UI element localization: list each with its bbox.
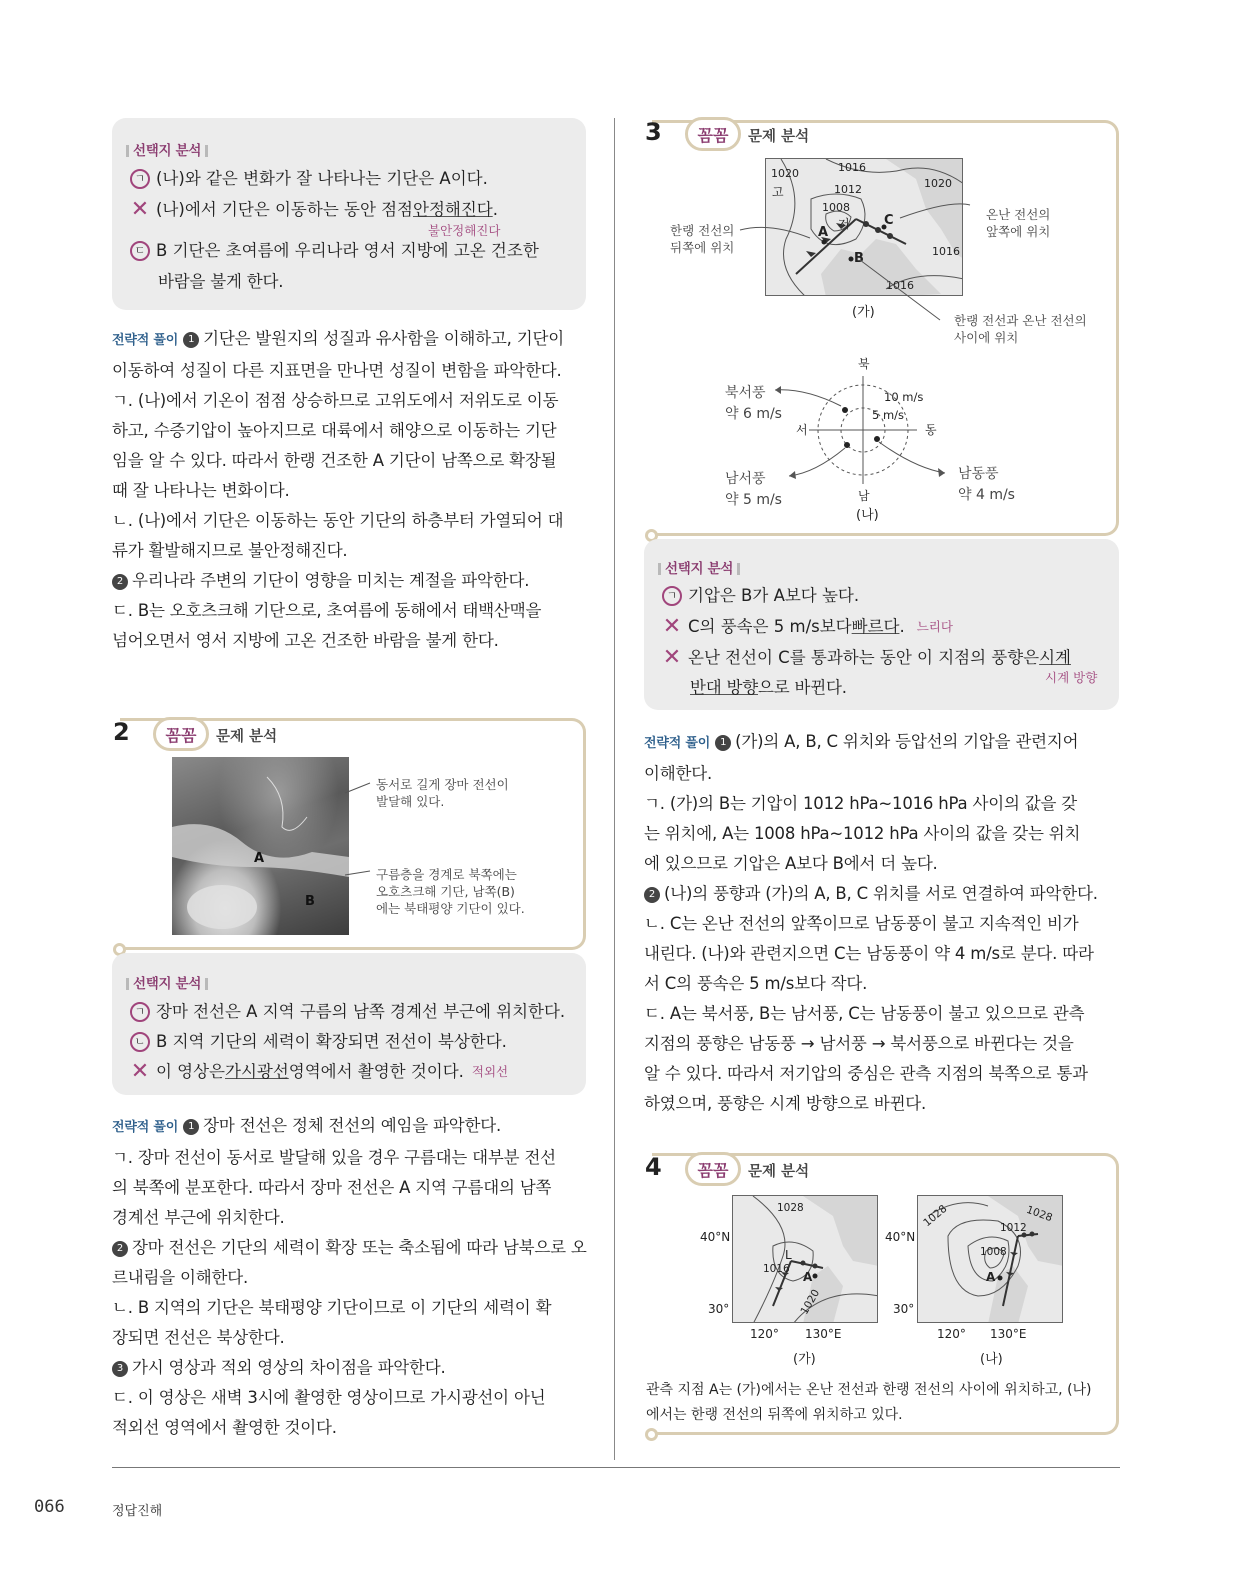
point-a-label: A <box>803 1270 813 1284</box>
lat-label: 40°N <box>700 1230 731 1244</box>
question-number: 2 <box>113 718 130 746</box>
choice-option-b: ✕ (나)에서 기단은 이동하는 동안 점점 안정해진다 . <box>130 197 498 222</box>
q2-note-2: 구름층을 경계로 북쪽에는 오호츠크해 기단, 남쪽(B) 에는 북태평양 기단이 있다. <box>376 867 525 916</box>
isobar-label: 1016 <box>932 245 960 258</box>
strategy-block-1: 전략적 풀이 1 기단은 발원지의 성질과 유사함을 이해하고, 기단이 이동하여 성질이 다른 지표면을 만나면 성질이 변함을 파악한다. ㄱ. (나)에서 기온이 점점 상승하므로 고위도에서 저위도로 이동 하고, 수증기압이 높아지므로 대륙에서 해양으로 이동하는 기단 임을 알 수 있다. 따라서 한랭 건조한 A 기단이 남쪽으로 확장될 때 잘 나타나는 변화이다. ㄴ. (나)에서 기단은 이동하는 동안 기단의 하층부터 가열되어 대 류가 활발해지므로 불안정해진다. 2 우리나라 주변의 기단이 영향을 미치는 계절을 파악한다. ㄷ. B는 오호츠크해 기단으로, 초여름에 동해에서 태백산맥을 넘어오면서 영서 지방에 고온 건조한 바람을 불게 한다. <box>112 329 564 650</box>
direction-west: 서 <box>796 423 808 437</box>
weather-map-q4-ga <box>732 1195 878 1323</box>
q2-note-1: 동서로 길게 장마 전선이 발달해 있다. <box>376 777 509 809</box>
point-a-label: A <box>818 225 829 240</box>
isobar-label: 1012 <box>1000 1222 1027 1234</box>
satellite-label-b: B <box>305 894 315 909</box>
kkomkkom-badge: 꼼꼼 <box>153 717 209 751</box>
correct-marker: ㄱ <box>130 169 150 189</box>
isobar-label: 1008 <box>822 201 850 214</box>
choice-option-b: ㄴ B 지역 기단의 세력이 확장되면 전선이 북상한다. <box>130 1027 507 1057</box>
correction-text: 불안정해진다 <box>428 223 501 238</box>
step-badge: 2 <box>112 574 128 590</box>
step-badge: 2 <box>112 1241 128 1257</box>
callout-lines-q3 <box>660 180 1120 380</box>
choice-analysis-title: 선택지 분석 <box>122 139 212 159</box>
wind-se-label: 남동풍 약 4 m/s <box>958 466 1015 503</box>
choice-option-c: ✕ 이 영상은 가시광선 영역에서 촬영한 것이다. 적외선 <box>130 1057 508 1087</box>
callout-lines-q2 <box>340 775 380 895</box>
step-badge: 1 <box>183 1119 199 1135</box>
isobar-label: 1028 <box>777 1202 804 1214</box>
choice-option-c: ✕ 온난 전선이 C를 통과하는 동안 이 지점의 풍향은 시계 <box>662 645 1071 670</box>
wrong-marker: ✕ <box>662 645 682 670</box>
strategy-block-3: 전략적 풀이 1 (가)의 A, B, C 위치와 등압선의 기압을 관련지어 이해한다. ㄱ. (가)의 B는 기압이 1012 hPa~1016 hPa 사이의 값을 갖 는 위치에, A는 1008 hPa~1012 hPa 사이의 값을 갖는 위치 에 있으므로 기압은 A보다 B에서 더 높다. 2 (나)의 풍향과 (가)의 A, B, C 위치를 서로 연결하여 파악한다. ㄴ. C는 온난 전선의 앞쪽이므로 남동풍이 불고 지속적인 비가 내린다. (나)와 관련지으면 C는 남동풍이 약 4 m/s로 분다. 따라 서 C의 풍속은 5 m/s보다 작다. ㄷ. A는 북서풍, B는 남서풍, C는 남동풍이 불고 있으므로 관측 지점의 풍향은 남동풍 → 남서풍 → 북서풍으로 바뀐다는 것을 알 수 있다. 따라서 저기압의 중심은 관측 지점의 북쪽으로 통과 하였으며, 풍향은 시계 방향으로 바뀐다. <box>644 732 1098 1113</box>
column-divider <box>614 118 615 1460</box>
high-pressure-label: 고 <box>772 185 784 199</box>
map-caption: (가) <box>793 1352 816 1367</box>
correction-text: 적외선 <box>471 1064 509 1079</box>
q3-note-bottom: 한랭 전선과 온난 전선의 사이에 위치 <box>954 313 1087 345</box>
isobar-label: 1012 <box>834 183 862 196</box>
map-caption: (나) <box>980 1352 1003 1367</box>
isobar-label: 1016 <box>763 1263 790 1275</box>
choice-option-c-line2: 바람을 불게 한다. <box>158 272 284 291</box>
strategy-block-2: 전략적 풀이 1 장마 전선은 정체 전선의 예임을 파악한다. ㄱ. 장마 전선이 동서로 발달해 있을 경우 구름대는 대부분 전선 의 북쪽에 분포한다. 따라서 장마 전선은 A 지역 구름대의 남쪽 경계선 부근에 위치한다. 2 장마 전선은 기단의 세력이 확장 또는 축소됨에 따라 남북으로 오 르내림을 이해한다. ㄴ. B 지역의 기단은 북태평양 기단이므로 이 기단의 세력이 확 장되면 전선은 북상한다. 3 가시 영상과 적외 영상의 차이점을 파악한다. ㄷ. 이 영상은 새벽 3시에 촬영한 영상이므로 가시광선이 아닌 적외선 영역에서 촬영한 것이다. <box>112 1116 587 1437</box>
question-number: 4 <box>645 1153 662 1181</box>
ring-outer-label: 10 m/s <box>884 390 924 404</box>
wrong-marker: ✕ <box>662 614 682 639</box>
map-caption: (가) <box>852 305 875 320</box>
isobar-label: 1028 <box>921 1202 950 1230</box>
kkomkkom-badge: 꼼꼼 <box>685 117 741 151</box>
direction-east: 동 <box>925 423 937 437</box>
choice-option-a: ㄱ (나)와 같은 변화가 잘 나타나는 기단은 A이다. <box>130 164 488 194</box>
satellite-label-a: A <box>254 851 265 866</box>
step-badge: 1 <box>715 735 731 751</box>
choice-option-a: ㄱ 장마 전선은 A 지역 구름의 남쪽 경계선 부근에 위치한다. <box>130 997 565 1027</box>
wrong-marker: ✕ <box>130 1059 150 1084</box>
wind-sw-label: 남서풍 약 5 m/s <box>725 471 782 508</box>
lon-label: 130°E <box>990 1327 1027 1341</box>
correct-marker: ㄱ <box>130 1002 150 1022</box>
step-badge: 1 <box>183 332 199 348</box>
correct-marker: ㄷ <box>130 241 150 261</box>
wrong-marker: ✕ <box>130 197 150 222</box>
isobar-label: 1020 <box>798 1287 823 1317</box>
isobar-label: 1028 <box>1024 1203 1054 1225</box>
step-badge: 2 <box>644 887 660 903</box>
low-pressure-label: 저 <box>838 217 850 231</box>
q3-note-right: 온난 전선의 앞쪽에 위치 <box>986 207 1051 239</box>
problem-analysis-label: 문제 분석 <box>748 129 810 145</box>
lon-label: 120° <box>750 1327 779 1341</box>
point-c-label: C <box>884 213 894 228</box>
low-pressure-label: L <box>785 1248 792 1262</box>
strategy-label: 전략적 풀이 <box>644 736 711 751</box>
page-number: 066 <box>34 1497 65 1517</box>
footer-label: 정답진해 <box>112 1504 163 1519</box>
isobar-label: 1020 <box>924 177 952 190</box>
satellite-image <box>172 757 349 935</box>
correct-marker: ㄴ <box>130 1032 150 1052</box>
lon-label: 120° <box>937 1327 966 1341</box>
strategy-label: 전략적 풀이 <box>112 1120 179 1135</box>
strategy-label: 전략적 풀이 <box>112 333 179 348</box>
ring-inner-label: 5 m/s <box>872 408 905 422</box>
direction-north: 북 <box>858 357 870 371</box>
lat-label: 40°N <box>885 1230 916 1244</box>
choice-option-c: ㄷ B 기단은 초여름에 우리나라 영서 지방에 고온 건조한 <box>130 236 539 266</box>
correction-text: 느리다 <box>916 619 953 634</box>
correction-text: 시계 방향 <box>1045 670 1098 685</box>
wind-nw-label: 북서풍 약 6 m/s <box>725 385 782 422</box>
point-a-label: A <box>986 1270 996 1284</box>
lon-label: 130°E <box>805 1327 842 1341</box>
wind-caption: (나) <box>856 508 879 523</box>
choice-analysis-title: 선택지 분석 <box>654 557 744 577</box>
point-b-label: B <box>854 251 864 266</box>
kkomkkom-badge: 꼼꼼 <box>685 1152 741 1186</box>
lat-label: 30° <box>893 1302 915 1316</box>
frame-dot <box>645 1428 658 1441</box>
direction-south: 남 <box>858 489 870 503</box>
isobar-label: 1016 <box>838 161 866 174</box>
q4-summary: 관측 지점 A는 (가)에서는 온난 전선과 한랭 전선의 사이에 위치하고, (나) 에서는 한랭 전선의 뒤쪽에 위치하고 있다. <box>646 1382 1092 1423</box>
lat-label: 30° <box>708 1302 730 1316</box>
choice-option-b: ✕ C의 풍속은 5 m/s보다 빠르다 . 느리다 <box>662 612 953 642</box>
footer-rule <box>112 1467 1120 1468</box>
problem-analysis-label: 문제 분석 <box>748 1164 810 1180</box>
correct-marker: ㄱ <box>662 586 682 606</box>
q3-note-left: 한랭 전선의 뒤쪽에 위치 <box>670 223 735 255</box>
isobar-label: 1016 <box>886 279 914 292</box>
choice-option-c-line2: 반대 방향으로 바뀐다. <box>690 678 847 697</box>
isobar-label: 1008 <box>980 1246 1007 1258</box>
question-number: 3 <box>645 118 662 146</box>
choice-option-a: ㄱ 기압은 B가 A보다 높다. <box>662 581 859 611</box>
isobar-label: 1020 <box>771 167 799 180</box>
step-badge: 3 <box>112 1361 128 1377</box>
weather-map-q4-na <box>917 1195 1063 1323</box>
problem-analysis-label: 문제 분석 <box>216 729 278 745</box>
choice-analysis-title: 선택지 분석 <box>122 972 212 992</box>
